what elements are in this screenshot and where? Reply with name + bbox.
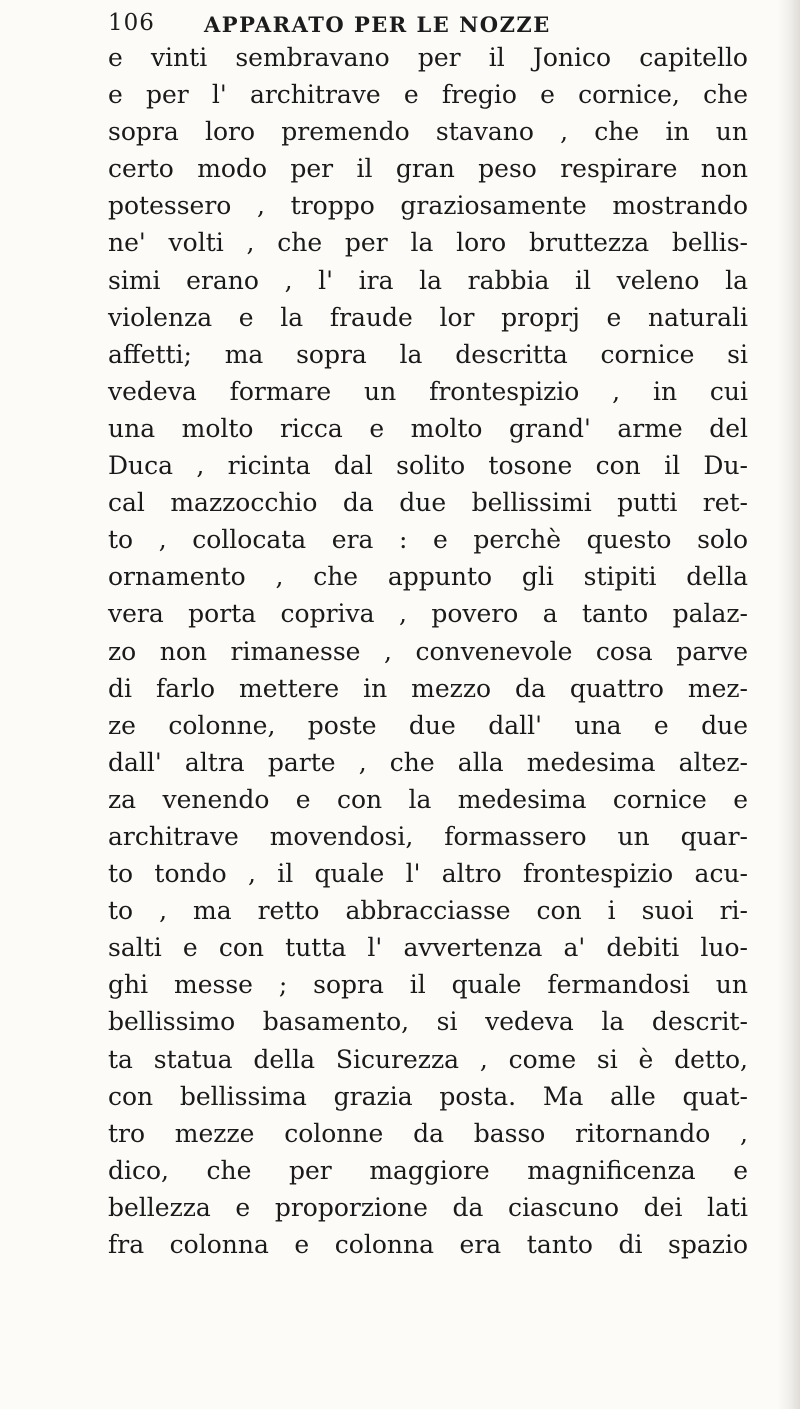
text-line: zo non rimanesse , convenevole cosa parve xyxy=(108,636,748,666)
page-number: 106 xyxy=(108,10,155,36)
text-line: dall' altra parte , che alla medesima altez- xyxy=(108,747,748,777)
text-line: simi erano , l' ira la rabbia il veleno la xyxy=(108,265,748,295)
text-line: vedeva formare un frontespizio , in cui xyxy=(108,376,748,406)
text-line: to tondo , il quale l' altro frontespizio acu- xyxy=(108,859,748,889)
text-line: fra colonna e colonna era tanto di spazio xyxy=(108,1230,748,1259)
body-text xyxy=(108,39,748,1263)
text-line: una molto ricca e molto grand' arme del xyxy=(108,413,748,443)
text-line: sopra loro premendo stavano , che in un xyxy=(108,117,748,147)
text-line: potessero , troppo graziosamente mostrando xyxy=(108,191,748,221)
text-line: affetti; ma sopra la descritta cornice si xyxy=(108,339,748,369)
text-line: ze colonne, poste due dall' una e due xyxy=(108,710,748,740)
text-line: salti e con tutta l' avvertenza a' debiti luo- xyxy=(108,933,748,963)
page-edge-shadow xyxy=(778,0,800,1409)
text-line: ghi messe ; sopra il quale fermandosi un xyxy=(108,970,748,1000)
text-line: bellezza e proporzione da ciascuno dei lati xyxy=(108,1192,748,1222)
text-line: con bellissima grazia posta. Ma alle quat- xyxy=(108,1081,748,1111)
text-line: ornamento , che appunto gli stipiti della xyxy=(108,562,748,592)
text-line: e per l' architrave e fregio e cornice, che xyxy=(108,80,748,110)
text-line: to , collocata era : e perchè questo solo xyxy=(108,525,748,555)
text-line: to , ma retto abbracciasse con i suoi ri- xyxy=(108,896,748,926)
running-head: APPARATO PER LE NOZZE xyxy=(204,12,551,37)
text-line: ta statua della Sicurezza , come si è detto, xyxy=(108,1044,748,1074)
text-line: cal mazzocchio da due bellissimi putti ret- xyxy=(108,488,748,518)
text-line: ne' volti , che per la loro bruttezza bellis- xyxy=(108,228,748,258)
text-line: vera porta copriva , povero a tanto palaz- xyxy=(108,599,748,629)
text-line: e vinti sembravano per il Jonico capitello xyxy=(108,43,748,72)
text-line: di farlo mettere in mezzo da quattro mez- xyxy=(108,673,748,703)
text-line: architrave movendosi, formassero un quar- xyxy=(108,821,748,851)
text-line: violenza e la fraude lor proprj e naturali xyxy=(108,302,748,332)
text-line: certo modo per il gran peso respirare non xyxy=(108,154,748,184)
text-line: Duca , ricinta dal solito tosone con il Du- xyxy=(108,451,748,481)
text-line: bellissimo basamento, si vedeva la descrit- xyxy=(108,1007,748,1037)
text-line: za venendo e con la medesima cornice e xyxy=(108,784,748,814)
text-line: tro mezze colonne da basso ritornando , xyxy=(108,1118,748,1148)
text-line: dico, che per maggiore magnificenza e xyxy=(108,1155,748,1185)
